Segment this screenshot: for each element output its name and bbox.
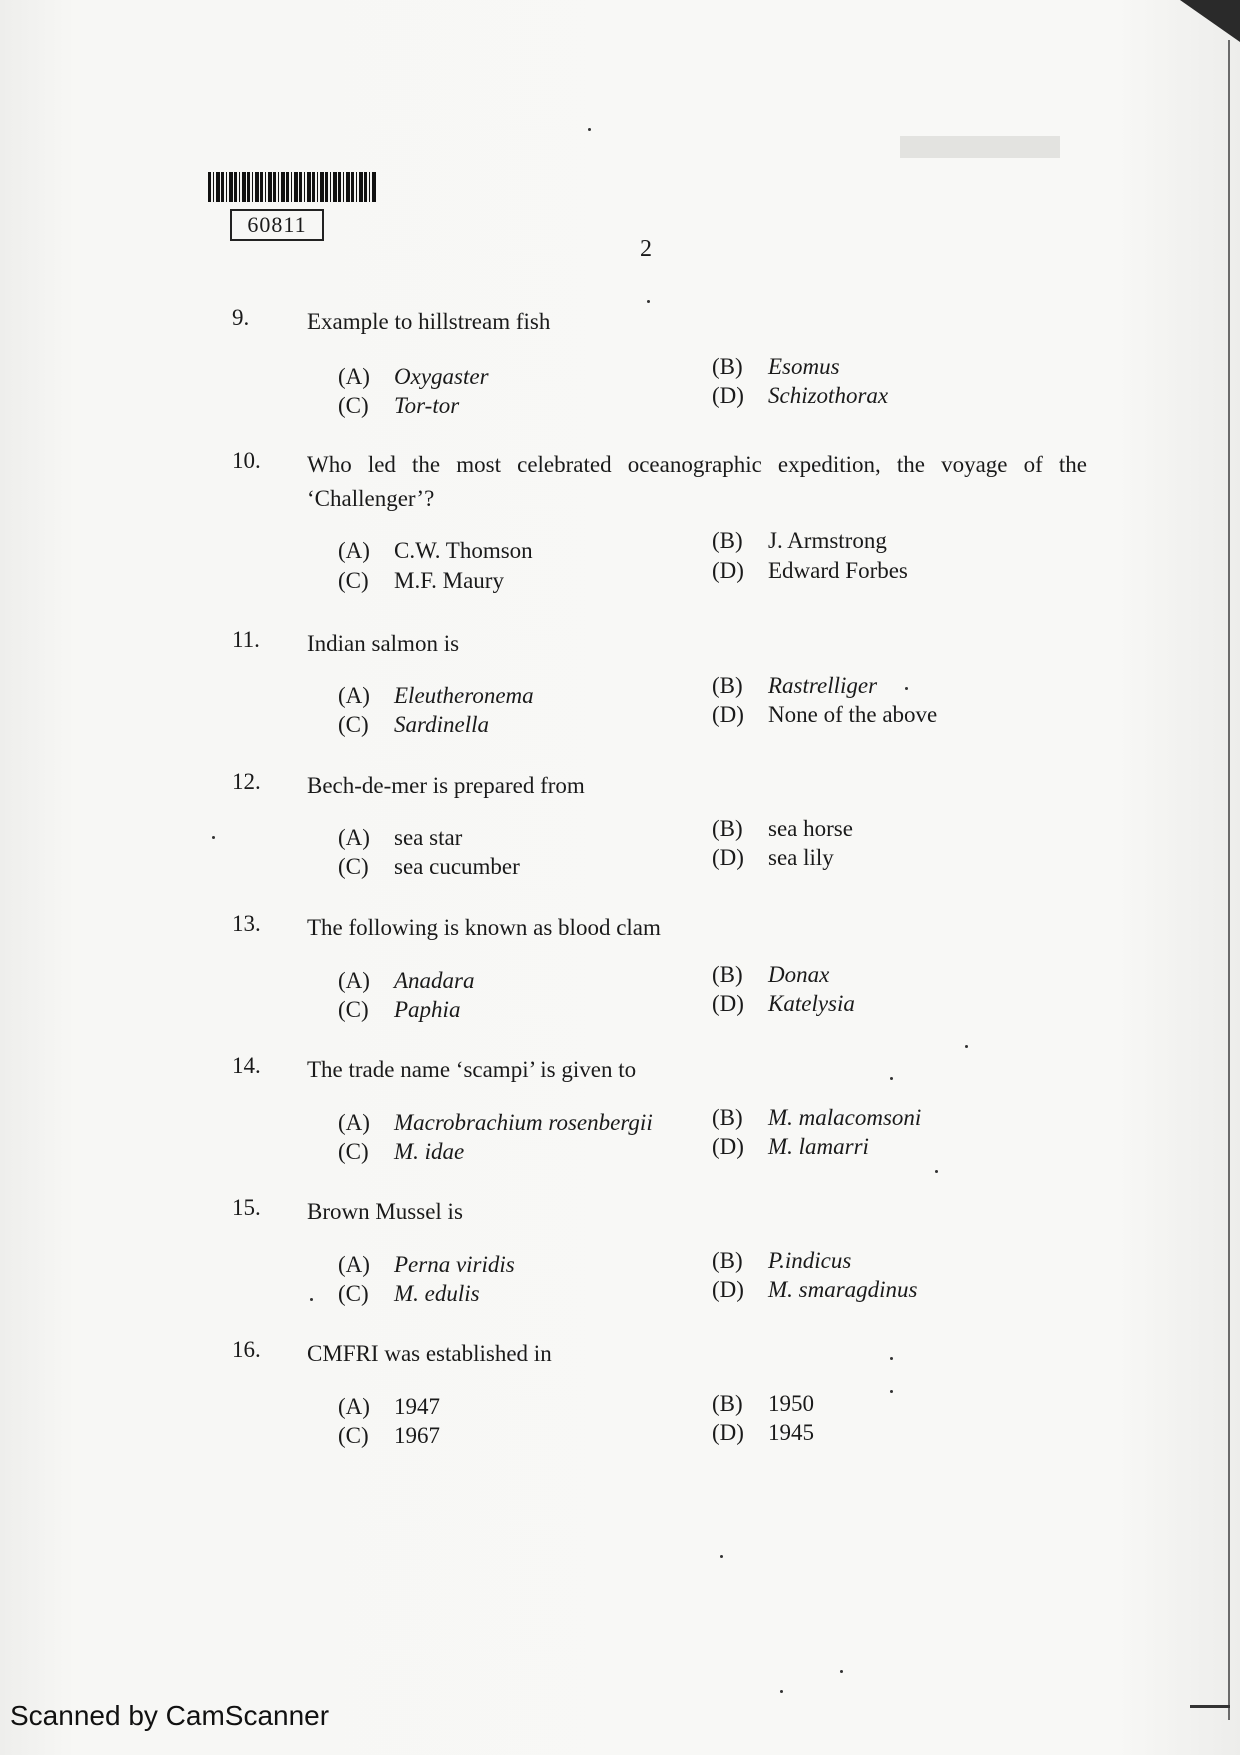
option-b bbox=[712, 1391, 814, 1417]
option-c bbox=[338, 393, 459, 419]
option-text: M. smaragdinus bbox=[768, 1277, 918, 1302]
option-c bbox=[338, 1139, 464, 1165]
option-text: Anadara bbox=[394, 968, 475, 993]
question-number: 13. bbox=[232, 911, 261, 936]
scan-speck bbox=[647, 300, 650, 303]
question-text: Brown Mussel is bbox=[307, 1199, 463, 1224]
option-letter: (B) bbox=[712, 1391, 743, 1416]
bleed-through-mark bbox=[900, 136, 1060, 158]
barcode bbox=[208, 172, 376, 202]
option-text: M. malacomsoni bbox=[768, 1105, 922, 1130]
option-letter: (B) bbox=[712, 1248, 743, 1273]
option-letter: (A) bbox=[338, 1110, 370, 1135]
option-letter: (A) bbox=[338, 825, 370, 850]
option-letter: (A) bbox=[338, 1394, 370, 1419]
option-letter: (C) bbox=[338, 1139, 369, 1164]
question-number: 12. bbox=[232, 769, 261, 794]
option-letter: (C) bbox=[338, 393, 369, 418]
option-letter: (C) bbox=[338, 1281, 369, 1306]
option-text: P.indicus bbox=[768, 1248, 852, 1273]
scan-speck bbox=[890, 1077, 893, 1080]
paper-code: 60811 bbox=[230, 209, 324, 241]
option-text: M.F. Maury bbox=[394, 568, 504, 593]
scan-speck bbox=[890, 1390, 893, 1393]
option-letter: (C) bbox=[338, 712, 369, 737]
option-text: Perna viridis bbox=[394, 1252, 515, 1277]
question-text: Example to hillstream fish bbox=[307, 309, 551, 334]
option-text: Sardinella bbox=[394, 712, 489, 737]
option-letter: (D) bbox=[712, 1277, 744, 1302]
option-letter: (A) bbox=[338, 364, 370, 389]
scan-speck bbox=[935, 1170, 938, 1173]
option-text: Paphia bbox=[394, 997, 461, 1022]
option-text: 1947 bbox=[394, 1394, 440, 1419]
scan-speck bbox=[780, 1690, 783, 1693]
option-letter: (B) bbox=[712, 816, 743, 841]
option-a bbox=[338, 968, 475, 994]
option-a bbox=[338, 1252, 515, 1278]
option-letter: (D) bbox=[712, 702, 744, 727]
option-b bbox=[712, 1105, 921, 1131]
option-text: sea cucumber bbox=[394, 854, 520, 879]
page-edge bbox=[1228, 40, 1230, 1720]
option-b bbox=[712, 1248, 851, 1274]
option-letter: (B) bbox=[712, 673, 743, 698]
option-text: sea horse bbox=[768, 816, 853, 841]
scan-speck bbox=[840, 1670, 843, 1673]
question-number: 9. bbox=[232, 305, 250, 330]
option-c bbox=[338, 997, 460, 1023]
question-text: Who led the most celebrated oceanographic expedition, the voyage of the ‘Challenger’? bbox=[307, 452, 1087, 511]
question-number: 15. bbox=[232, 1195, 261, 1220]
option-letter: (B) bbox=[712, 1105, 743, 1130]
option-text: 1950 bbox=[768, 1391, 814, 1416]
option-c bbox=[338, 1281, 480, 1307]
question-number: 10. bbox=[232, 448, 261, 473]
option-d bbox=[712, 991, 855, 1017]
option-letter: (D) bbox=[712, 1134, 744, 1159]
option-b bbox=[712, 673, 877, 699]
option-text: C.W. Thomson bbox=[394, 538, 533, 563]
question-text: CMFRI was established in bbox=[307, 1341, 552, 1366]
option-a bbox=[338, 683, 534, 709]
option-d bbox=[712, 1420, 814, 1446]
scan-speck bbox=[310, 1298, 313, 1301]
option-a bbox=[338, 1394, 440, 1420]
option-text: Schizothorax bbox=[768, 383, 889, 408]
option-text: M. idae bbox=[394, 1139, 465, 1164]
option-letter: (D) bbox=[712, 845, 744, 870]
option-letter: (D) bbox=[712, 383, 744, 408]
option-letter: (A) bbox=[338, 538, 370, 563]
option-text: Tor-tor bbox=[394, 393, 460, 418]
option-letter: (A) bbox=[338, 968, 370, 993]
question-number: 14. bbox=[232, 1053, 261, 1078]
option-text: Esomus bbox=[768, 354, 840, 379]
option-letter: (B) bbox=[712, 354, 743, 379]
option-letter: (A) bbox=[338, 683, 370, 708]
option-text: Edward Forbes bbox=[768, 558, 908, 583]
option-b bbox=[712, 354, 840, 380]
option-letter: (C) bbox=[338, 568, 369, 593]
option-text: Eleutheronema bbox=[394, 683, 534, 708]
option-text: 1967 bbox=[394, 1423, 440, 1448]
scan-speck bbox=[890, 1357, 893, 1360]
option-text: M. lamarri bbox=[768, 1134, 869, 1159]
option-c bbox=[338, 1423, 440, 1449]
question-text: Bech-de-mer is prepared from bbox=[307, 773, 585, 798]
scanner-watermark: Scanned by CamScanner bbox=[10, 1700, 330, 1731]
scan-speck bbox=[905, 687, 908, 690]
scan-speck bbox=[720, 1555, 723, 1558]
option-d bbox=[712, 702, 937, 728]
option-b bbox=[712, 962, 829, 988]
option-d bbox=[712, 1277, 918, 1303]
option-c bbox=[338, 568, 504, 594]
option-text: 1945 bbox=[768, 1420, 814, 1445]
question-text: Indian salmon is bbox=[307, 631, 460, 656]
option-d bbox=[712, 1134, 869, 1160]
option-text: Rastrelliger bbox=[768, 673, 878, 698]
option-text: J. Armstrong bbox=[768, 528, 887, 553]
option-a bbox=[338, 364, 489, 390]
option-c bbox=[338, 854, 520, 880]
option-text: sea lily bbox=[768, 845, 834, 870]
question-text: The trade name ‘scampi’ is given to bbox=[307, 1057, 637, 1082]
page-number: 2 bbox=[640, 236, 652, 262]
option-d bbox=[712, 558, 908, 584]
option-a bbox=[338, 825, 462, 851]
option-letter: (C) bbox=[338, 1423, 369, 1448]
option-text: None of the above bbox=[768, 702, 938, 727]
option-text: M. edulis bbox=[394, 1281, 480, 1306]
page-corner-shadow bbox=[1180, 0, 1240, 42]
option-d bbox=[712, 383, 888, 409]
scan-speck bbox=[212, 836, 215, 839]
option-letter: (C) bbox=[338, 997, 369, 1022]
option-a bbox=[338, 538, 533, 564]
option-c bbox=[338, 712, 489, 738]
option-b bbox=[712, 528, 887, 554]
option-text: Oxygaster bbox=[394, 364, 489, 389]
option-d bbox=[712, 845, 834, 871]
option-text: Katelysia bbox=[768, 991, 855, 1016]
scan-speck bbox=[588, 128, 591, 131]
option-b bbox=[712, 816, 853, 842]
option-letter: (D) bbox=[712, 991, 744, 1016]
option-a bbox=[338, 1110, 653, 1136]
question-number: 16. bbox=[232, 1337, 261, 1362]
option-text: Macrobrachium rosenbergii bbox=[394, 1110, 653, 1135]
option-text: sea star bbox=[394, 825, 463, 850]
question-text: The following is known as blood clam bbox=[307, 915, 661, 940]
option-letter: (C) bbox=[338, 854, 369, 879]
option-letter: (D) bbox=[712, 558, 744, 583]
option-letter: (A) bbox=[338, 1252, 370, 1277]
question-number: 11. bbox=[232, 627, 260, 652]
option-letter: (B) bbox=[712, 528, 743, 553]
option-letter: (D) bbox=[712, 1420, 744, 1445]
scan-speck bbox=[965, 1045, 968, 1048]
page-edge-bottom bbox=[1190, 1705, 1230, 1708]
option-letter: (B) bbox=[712, 962, 743, 987]
option-text: Donax bbox=[768, 962, 830, 987]
